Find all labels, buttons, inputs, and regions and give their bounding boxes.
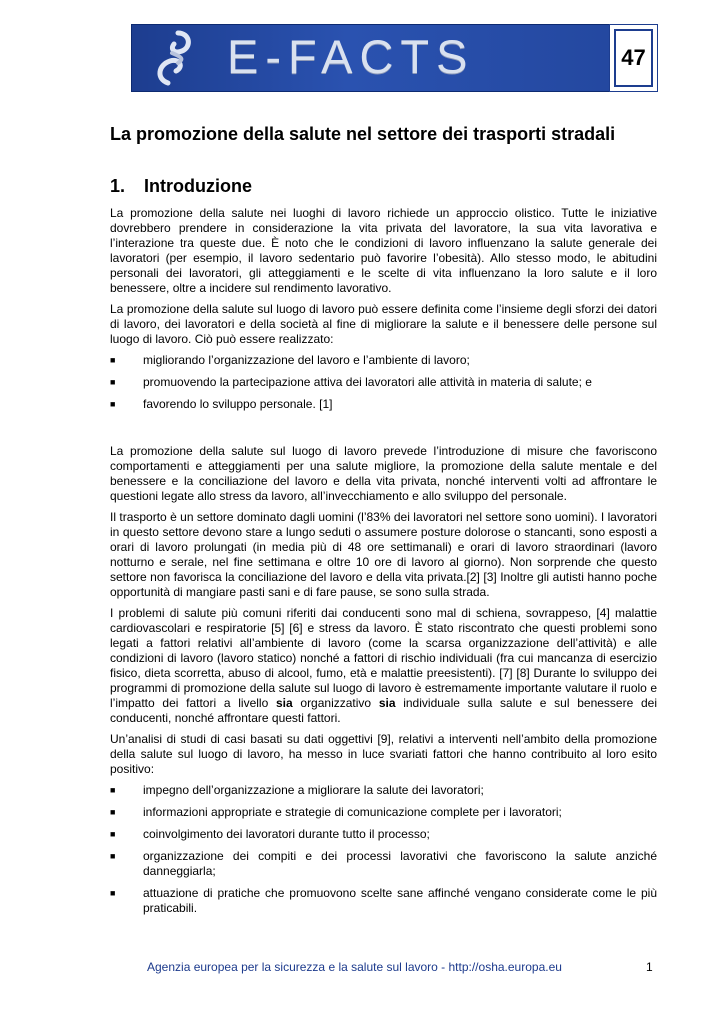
bullet-list xyxy=(110,353,657,412)
brand-wordmark: E-FACTS xyxy=(227,30,475,83)
document-body xyxy=(110,206,657,923)
list-item xyxy=(110,849,657,879)
list-item-text: attuazione di pratiche che promuovono scelte sane affinché vengano considerate come le più praticabili. xyxy=(143,886,657,915)
list-item xyxy=(110,353,657,368)
text-run: I problemi di salute più comuni riferiti dai conducenti sono mal di schiena, sovrappeso, [4] malattie cardiovascolari e respiratorie [5] [6] e stress da lavoro. È stato riscontrato che questi problemi sono legati a fattori relativi all’ambiente di lavoro (come la scarsa organizzazione dell’attività) e alle condizioni di lavoro (lavoro statico) nonché a fattori di rischio individuali (fra cui mancanza di esercizio fisico, dieta scorretta, abuso di alcool, fumo, età e malattie preesistenti). [7] [8] Durante lo sviluppo dei programmi di promozione della salute sul luogo di lavoro è estremamente importante valutare il ruolo e l’impatto dei fattori a livello xyxy=(110,606,657,710)
bullet-icon: ■ xyxy=(110,888,116,898)
list-item xyxy=(110,397,657,412)
bold-text: sia xyxy=(378,696,396,710)
bold-text: sia xyxy=(275,696,293,710)
section-title: Introduzione xyxy=(144,176,252,196)
header-banner xyxy=(131,24,612,92)
list-item xyxy=(110,375,657,390)
list-item xyxy=(110,827,657,842)
issue-number: 47 xyxy=(614,29,653,87)
bullet-icon: ■ xyxy=(110,807,116,817)
list-item-text: migliorando l’organizzazione del lavoro e l’ambiente di lavoro; xyxy=(143,353,470,367)
text-run: individuale sulla salute e sul benessere dei conducenti, nonché affrontare questi fattori. xyxy=(110,696,657,725)
issue-number-box xyxy=(609,24,658,92)
paragraph: La promozione della salute sul luogo di lavoro prevede l’introduzione di misure che favoriscono comportamenti e atteggiamenti per una salute migliore, la promozione della salute mentale e del benessere e la conciliazione del lavoro e della vita privata, nonché interventi volti ad affrontare le questioni legate allo stress da lavoro, all’invecchiamento e allo sviluppo del personale. xyxy=(110,444,657,503)
text-run: organizzativo xyxy=(292,696,379,710)
document-title: La promozione della salute nel settore dei trasporti stradali xyxy=(110,124,616,144)
bullet-icon: ■ xyxy=(110,829,116,839)
paragraph: Il trasporto è un settore dominato dagli uomini (l’83% dei lavoratori nel settore sono uomini). I lavoratori in questo settore devono stare a lungo seduti o assumere posture dolorose o stancanti, sono esposti a orari di lavoro prolungati (in media più di 48 ore settimanali) e orari di lavoro straordinari (lavoro notturno e serale, nel fine settimana e oltre 10 ore di lavoro al giorno). Non sorprende che questo settore non favorisca la conciliazione del lavoro e della vita privata.[2] [3] Inoltre gli autisti hanno poche opportunità di mangiare pasti sani e di fare pause, se sono sulla strada. xyxy=(110,510,657,599)
page-number: 1 xyxy=(646,960,653,974)
bullet-icon: ■ xyxy=(110,851,116,861)
paragraph: La promozione della salute sul luogo di lavoro può essere definita come l’insieme degli sforzi dei datori di lavoro, dei lavoratori e della società al fine di migliorare la salute e il benessere delle persone sul luogo di lavoro. Ciò può essere realizzato: xyxy=(110,302,657,346)
list-item-text: organizzazione dei compiti e dei processi lavorativi che favoriscono la salute anziché danneggiarla; xyxy=(143,849,657,878)
list-item xyxy=(110,783,657,798)
list-item-text: impegno dell’organizzazione a migliorare la salute dei lavoratori; xyxy=(143,783,484,797)
paragraph xyxy=(110,606,657,726)
bullet-icon: ■ xyxy=(110,399,116,409)
bullet-list xyxy=(110,783,657,916)
paragraph: La promozione della salute nei luoghi di lavoro richiede un approccio olistico. Tutte le iniziative dovrebbero prendere in considerazione la vita privata del lavoratore, la sua vita lavorativa e l’interazione tra queste due. È noto che le condizioni di lavoro influenzano la salute generale dei lavoratori (per esempio, il lavoro sedentario può favorire l’obesità). Allo stesso modo, le abitudini personali dei lavoratori, gli atteggiamenti e le scelte di vita influenzano la loro salute e il loro benessere, oltre a incidere sul rendimento lavorativo. xyxy=(110,206,657,295)
list-item xyxy=(110,886,657,916)
efacts-swirl-logo-icon xyxy=(148,29,208,87)
paragraph: Un’analisi di studi di casi basati su dati oggettivi [9], relativi a interventi nell’ambito della promozione della salute sul luogo di lavoro, ha messo in luce svariati fattori che hanno contribuito al loro esito positivo: xyxy=(110,732,657,776)
bullet-icon: ■ xyxy=(110,785,116,795)
footer-agency-link[interactable]: Agenzia europea per la sicurezza e la salute sul lavoro - http://osha.europa.eu xyxy=(147,960,562,974)
bullet-icon: ■ xyxy=(110,377,116,387)
list-item-text: favorendo lo sviluppo personale. [1] xyxy=(143,397,333,411)
list-item-text: promuovendo la partecipazione attiva dei lavoratori alle attività in materia di salute; e xyxy=(143,375,592,389)
list-item-text: coinvolgimento dei lavoratori durante tutto il processo; xyxy=(143,827,430,841)
bullet-icon: ■ xyxy=(110,355,116,365)
section-heading xyxy=(110,176,252,197)
list-item-text: informazioni appropriate e strategie di comunicazione complete per i lavoratori; xyxy=(143,805,562,819)
section-number: 1. xyxy=(110,176,126,196)
list-item xyxy=(110,805,657,820)
